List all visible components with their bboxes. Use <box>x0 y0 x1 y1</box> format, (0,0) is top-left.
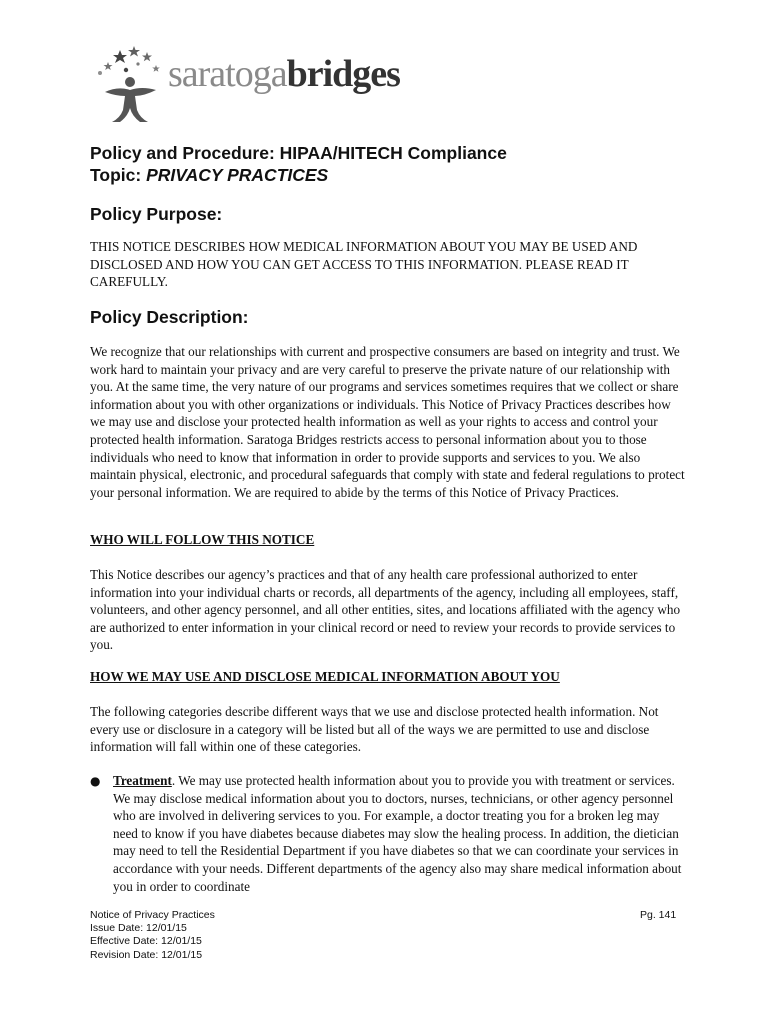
who-follows-text: This Notice describes our agency’s practices and that of any health care professional authorized to enter information into your individual charts or records, all departments of the agency, including all employees, staff, volunteers, and other agency personnel, and all other entities, sites, and locations affiliated with the agency who are authorized to enter information in your clinical record or need to review your records to provide services to you. <box>90 567 681 653</box>
document-title <box>90 142 507 186</box>
footer-revision-date: Revision Date: 12/01/15 <box>90 948 203 961</box>
logo-wordmark <box>168 52 400 96</box>
page-number: Pg. 141 <box>640 909 677 921</box>
topic-line <box>90 164 507 186</box>
topic-label: Topic: <box>90 165 147 185</box>
policy-description-text: We recognize that our relationships with current and prospective consumers are based on integrity and trust. We work hard to maintain your privacy and are very careful to preserve the private nature of our relationship with you. At the same time, the very nature of our programs and services sometimes requires that we collect or share information about you with other organizations or individuals. This Notice of Privacy Practices describes how we may use and disclose your protected health information as well as your rights to access and control your protected health information. Saratoga Bridges restricts access to personal information about you to those individuals who need to know that information in order to provide supports and services to you. We also maintain physical, electronic, and procedural safeguards that comply with state and federal regulations to protect your personal information. We are required to abide by the terms of this Notice of Privacy Practices. <box>90 344 685 500</box>
footer-effective-date: Effective Date: 12/01/15 <box>90 935 202 948</box>
policy-title-line: Policy and Procedure: HIPAA/HITECH Compliance <box>90 143 507 163</box>
footer-notice-title: Notice of Privacy Practices <box>90 909 215 921</box>
topic-value: PRIVACY PRACTICES <box>146 165 329 185</box>
policy-purpose-heading: Policy Purpose: <box>90 204 223 224</box>
policy-description-heading: Policy Description: <box>90 307 249 327</box>
who-follows-heading: WHO WILL FOLLOW THIS NOTICE <box>90 532 315 547</box>
footer-info <box>90 909 215 962</box>
bullet-icon: ● <box>90 774 101 788</box>
logo-word-light: saratoga <box>168 53 287 95</box>
footer-issue-date: Issue Date: 12/01/15 <box>90 922 187 935</box>
person-with-stars-icon <box>90 40 170 125</box>
treatment-term: Treatment <box>113 773 172 788</box>
logo-word-bold: bridges <box>286 53 400 95</box>
how-we-use-text: The following categories describe different ways that we use and disclose protected health information. Not every use or disclosure in a category will be listed but all of the ways we are permitted to use and disclose information will fall within one of these categories. <box>90 704 659 755</box>
policy-purpose-text: THIS NOTICE DESCRIBES HOW MEDICAL INFORMATION ABOUT YOU MAY BE USED AND DISCLOSED AND HOW YOU CAN GET ACCESS TO THIS INFORMATION. PLEASE READ IT CAREFULLY. <box>90 239 638 290</box>
treatment-bullet <box>113 772 685 895</box>
treatment-text: . We may use protected health information about you to provide you with treatment or services. We may disclose medical information about you to doctors, nurses, technicians, or other agency personnel who are involved in delivering services to you. For example, a doctor treating you for a broken leg may need to know if you have diabetes because diabetes may slow the healing process. In addition, the dietician may need to tell the Residential Department if you have diabetes so that we can coordinate your services in accordance with your needs. Different departments of the agency also may share medical information about you in order to coordinate <box>113 773 682 894</box>
saratoga-bridges-logo <box>90 40 400 125</box>
how-we-use-heading: HOW WE MAY USE AND DISCLOSE MEDICAL INFORMATION ABOUT YOU <box>90 669 560 684</box>
